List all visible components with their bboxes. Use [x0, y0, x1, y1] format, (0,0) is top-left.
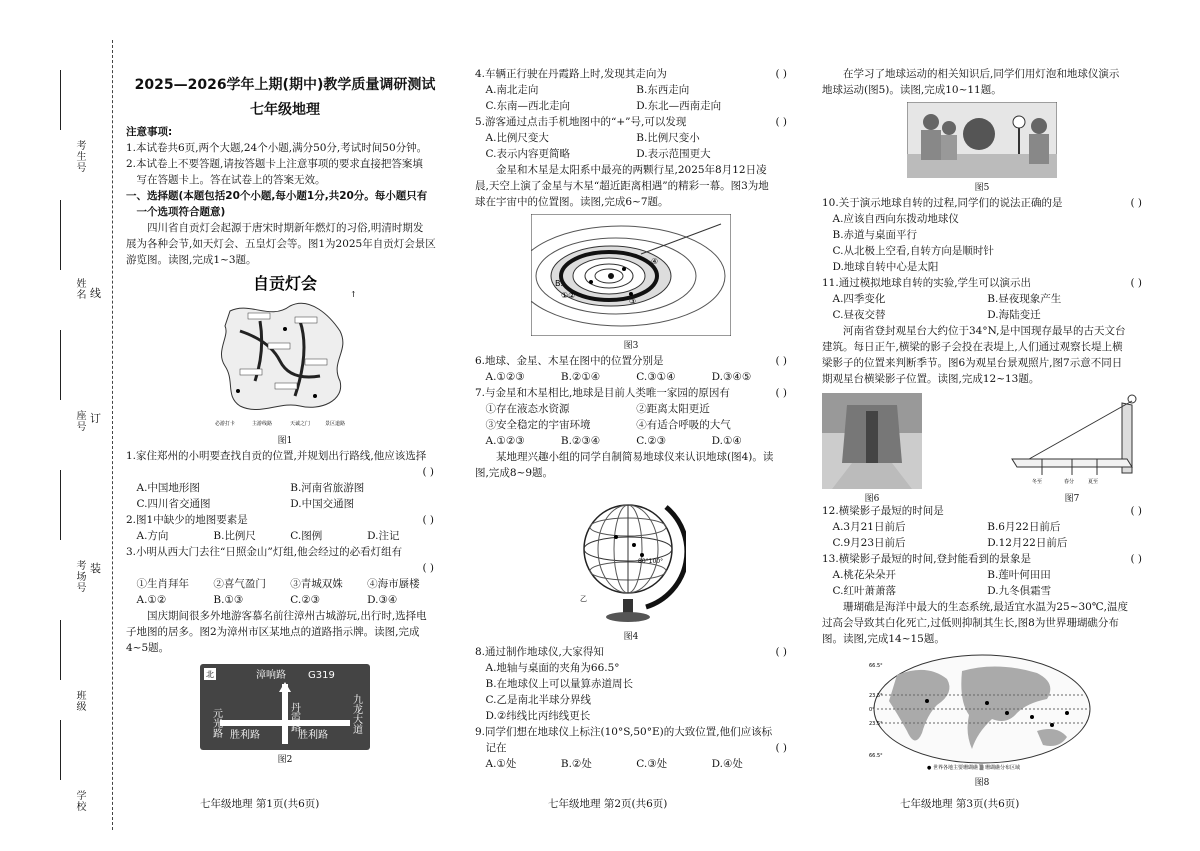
- svg-text:冬至: 冬至: [1032, 479, 1043, 485]
- q11-options: A.四季变化 B.昼夜现象产生: [832, 293, 1062, 305]
- label-kaosheng: 考生号: [74, 140, 85, 173]
- intro-text: 过高会导致其白化死亡,过低则抑制其生长,图8为世界珊瑚礁分布: [822, 617, 1119, 629]
- q13-options: C.红叶萧萧落 D.九冬俱霜雪: [832, 585, 1052, 597]
- blank-line: [60, 330, 61, 400]
- option: C.从北极上空看,自转方向是顺时针: [832, 245, 994, 257]
- svg-text:天诚之门: 天诚之门: [290, 421, 311, 427]
- answer-paren: ( ): [422, 466, 434, 478]
- svg-text:必游打卡: 必游打卡: [215, 421, 236, 427]
- figure-2-road-sign: [200, 664, 370, 750]
- page-2-footer: 七年级地理 第2页(共6页): [548, 798, 668, 810]
- svg-text:主游线路: 主游线路: [252, 421, 273, 427]
- svg-text:春分: 春分: [1064, 479, 1075, 485]
- label-xingming: 姓名: [74, 278, 85, 300]
- label-xuexiao: 学校: [74, 790, 85, 812]
- q3-options: A.①② B.①③ C.②③ D.③④: [136, 594, 398, 606]
- question-1-stem: 1.家住郑州的小明要查找自贡的位置,并规划出行路线,他应该选择: [126, 450, 427, 462]
- section-heading: 一、选择题(本题包括20个小题,每小题1分,共20分。每小题只有: [126, 190, 428, 202]
- intro-text: 4~5题。: [126, 642, 170, 654]
- intro-text: 晨,天空上演了金星与木星“超近距离相遇”的精彩一幕。图3为地: [475, 180, 769, 192]
- option: D.地球自转中心是太阳: [832, 261, 939, 273]
- figure-1-caption: 图1: [277, 436, 293, 446]
- intro-text: 地球运动(图5)。读图,完成10~11题。: [822, 84, 1002, 96]
- q5-options: C.表示内容更简略 D.表示范围更大: [485, 148, 711, 160]
- blank-line: [60, 200, 61, 270]
- fig1-title: 自贡灯会: [252, 274, 318, 293]
- question-11-stem: 11.通过模拟地球自转的实验,学生可以演示出 ( ): [822, 277, 1142, 289]
- svg-text:胜利路: 胜利路: [298, 730, 328, 741]
- option: B.在地球仪上可以量算赤道周长: [485, 678, 634, 690]
- page-1-footer: 七年级地理 第1页(共6页): [200, 798, 320, 810]
- q4-options: A.南北走向 B.东西走向: [485, 84, 690, 96]
- question-5-stem: 5.游客通过点击手机地图中的“+”号,可以发现 ( ): [475, 116, 787, 128]
- figure-8-caption: 图8: [974, 778, 990, 788]
- question-6-stem: 6.地球、金星、木星在图中的位置分别是 ( ): [475, 355, 787, 367]
- svg-text:九龙大道: 九龙大道: [350, 694, 362, 734]
- intro-text: 期观星台横梁影子位置。读图,完成12~13题。: [822, 373, 1040, 385]
- intro-text: 图。读图,完成14~15题。: [822, 633, 945, 645]
- q12-options: C.9月23日前后 D.12月22日前后: [832, 537, 1068, 549]
- section-heading: 一个选项符合题意): [136, 206, 226, 218]
- svg-text:④: ④: [651, 257, 659, 266]
- option: A.应该自西向东拨动地球仪: [832, 213, 959, 225]
- question-4-stem: 4.车辆正行驶在丹霞路上时,发现其走向为 ( ): [475, 68, 787, 80]
- option: C.乙是南北半球分界线: [485, 694, 591, 706]
- q12-options: A.3月21日前后 B.6月22日前后: [832, 521, 1061, 533]
- svg-text:G319: G319: [308, 670, 335, 681]
- figure-2-caption: 图2: [277, 755, 293, 765]
- intro-text: 建筑。每日正午,横梁的影子会投在表堤上,人们通过观察长堤上横: [822, 341, 1123, 353]
- question-7-stem: 7.与金星和木星相比,地球是目前人类唯一家园的原因有 ( ): [475, 387, 787, 399]
- svg-text:胜利路: 胜利路: [230, 730, 260, 741]
- option: D.中国交通图: [290, 498, 355, 510]
- intro-text: 球在宇宙中的位置图。读图,完成6~7题。: [475, 196, 669, 208]
- bind-xian: 线: [90, 287, 101, 300]
- intro-text: 金星和木星是太阳系中最亮的两颗行星,2025年8月12日凌: [496, 164, 767, 176]
- q3-items: ①生肖拜年 ②喜气盈门 ③青城双姝 ④海市蜃楼: [136, 578, 420, 590]
- svg-text:丹霞路: 丹霞路: [288, 702, 300, 732]
- q13-options: A.桃花朵朵开 B.莲叶何田田: [832, 569, 1051, 581]
- exam-subject: 七年级地理: [250, 102, 320, 118]
- intro-text: 在学习了地球运动的相关知识后,同学们用灯泡和地球仪演示: [843, 68, 1120, 80]
- question-13-stem: 13.横梁影子最短的时间,登封能看到的景象是 ( ): [822, 553, 1142, 565]
- svg-text:B.: B.: [555, 279, 564, 288]
- figure-6-photo: [822, 393, 922, 503]
- option: A.中国地形图: [136, 482, 200, 494]
- binding-margin: [0, 0, 120, 851]
- svg-text:北: 北: [206, 670, 214, 679]
- question-12-stem: 12.横梁影子最短的时间是 ( ): [822, 505, 1142, 517]
- blank-line: [60, 70, 61, 130]
- exam-title: 2025—2026学年上期(期中)教学质量调研测试: [134, 77, 436, 93]
- q4-options: C.东南—西北走向 D.东北—西南走向: [485, 100, 722, 112]
- intro-text: 游览图。读图,完成1~3题。: [126, 254, 257, 266]
- intro-text: 河南省登封观星台大约位于34°N,是中国现存最早的古天文台: [843, 325, 1126, 337]
- svg-text:乙: 乙: [580, 595, 587, 603]
- notes-heading: 注意事项:: [126, 126, 173, 138]
- q7-items: ①存在液态水资源 ②距离太阳更近: [485, 403, 710, 415]
- svg-text:0°: 0°: [869, 707, 875, 713]
- figure-8-world-map: [867, 653, 1097, 773]
- intro-text: 展为各种会节,如天灯会、五皇灯会等。图1为2025年自贡灯会景区: [126, 238, 436, 250]
- q1-options: [126, 496, 444, 512]
- intro-text: 梁影子的位置来判断季节。图6为观星台景观照片,图7示意不同日: [822, 357, 1123, 369]
- option: C.四川省交通图: [136, 498, 211, 510]
- figure-7-diagram: [1002, 393, 1142, 503]
- option: A.地轴与桌面的夹角为66.5°: [485, 662, 620, 674]
- intro-text: 子地图的居多。图2为漳州市区某地点的道路指示牌。读图,完成: [126, 626, 420, 638]
- bind-ding: 订: [90, 412, 101, 425]
- svg-text:23.5°: 23.5°: [869, 693, 883, 699]
- q7-items: ③安全稳定的宇宙环境 ④有适合呼吸的大气: [485, 419, 731, 431]
- q5-options: A.比例尺变大 B.比例尺变小: [485, 132, 700, 144]
- question-3-stem: 3.小明从西大门去往“日照金山”灯组,他会经过的必看灯组有: [126, 546, 403, 558]
- label-banji: 班级: [74, 690, 85, 712]
- q7-options: A.①②③ B.②③④ C.②③ D.①④: [485, 435, 742, 447]
- note-item: 1.本试卷共6页,两个大题,24个小题,满分50分,考试时间50分钟。: [126, 142, 428, 154]
- question-10-stem: 10.关于演示地球自转的过程,同学们的说法正确的是 ( ): [822, 197, 1142, 209]
- figure-4-caption: 图4: [623, 632, 639, 642]
- intro-text: 某地理兴趣小组的同学自制简易地球仪来认识地球(图4)。读: [496, 451, 774, 463]
- north-arrow-icon: ↑: [350, 290, 357, 299]
- note-item: 2.本试卷上不要答题,请按答题卡上注意事项的要求直接把答案填: [126, 158, 423, 170]
- figure-5-photo: [907, 102, 1057, 178]
- figure-4-globe: [576, 487, 686, 627]
- intro-text: 四川省自贡灯会起源于唐宋时期新年燃灯的习俗,明清时期发: [147, 222, 424, 234]
- note-item: 写在答题卡上。答在试卷上的答案无效。: [136, 174, 326, 186]
- svg-text:● 世界各地主要珊瑚礁 ▒ 珊瑚礁分布区域: ● 世界各地主要珊瑚礁 ▒ 珊瑚礁分布区域: [927, 765, 1020, 771]
- cut-line: [112, 40, 113, 830]
- page-3-footer: 七年级地理 第3页(共6页): [900, 798, 1020, 810]
- q2-options: A.方向 B.比例尺 C.图例 D.注记: [136, 530, 400, 542]
- bind-zhuang: 装: [90, 562, 101, 575]
- question-8-stem: 8.通过制作地球仪,大家得知 ( ): [475, 646, 787, 658]
- figure-3-solar-system: [531, 214, 731, 336]
- svg-text:66.5°: 66.5°: [869, 663, 883, 669]
- label-zuohao: 座号: [74, 410, 85, 432]
- intro-text: 国庆期间很多外地游客慕名前往漳州古城游玩,出行时,选择电: [147, 610, 427, 622]
- figure-5-caption: 图5: [974, 183, 990, 193]
- q9-options: A.①处 B.②处 C.③处 D.④处: [485, 758, 743, 770]
- page-2: [475, 66, 787, 772]
- figure-6-caption: 图6: [864, 494, 880, 504]
- figure-3-caption: 图3: [623, 341, 639, 351]
- q11-options: C.昼夜交替 D.海陆变迁: [832, 309, 1041, 321]
- blank-line: [60, 470, 61, 540]
- svg-text:景区道路: 景区道路: [325, 421, 346, 427]
- option: B.赤道与桌面平行: [832, 229, 918, 241]
- q1-options: [126, 480, 444, 496]
- figure-1-map: [210, 271, 360, 431]
- label-kaochang: 考场号: [74, 560, 85, 593]
- svg-text:夏至: 夏至: [1088, 479, 1099, 485]
- svg-text:66.5°: 66.5°: [869, 753, 883, 759]
- option: B.河南省旅游图: [290, 482, 365, 494]
- svg-text:23.5°: 23.5°: [869, 721, 883, 727]
- intro-text: 珊瑚礁是海洋中最大的生态系统,最适宜水温为25~30℃,温度: [843, 601, 1128, 613]
- question-2-stem: 2.图1中缺少的地图要素是 ( ): [126, 514, 434, 526]
- svg-text:漳响路: 漳响路: [256, 670, 286, 681]
- blank-line: [60, 720, 61, 780]
- svg-text:80°100°: 80°100°: [638, 558, 664, 565]
- svg-text:①②: ①②: [561, 291, 576, 300]
- figures-6-7: [822, 393, 1142, 503]
- question-9-stem: 记在 ( ): [485, 742, 787, 754]
- option: D.②纬线比丙纬线更长: [485, 710, 591, 722]
- q6-options: A.①②③ B.②①④ C.③①④ D.③④⑤: [485, 371, 752, 383]
- page-1: [126, 60, 444, 767]
- intro-text: 图,完成8~9题。: [475, 467, 553, 479]
- svg-text:元光路: 元光路: [210, 708, 222, 738]
- answer-paren: ( ): [422, 562, 434, 574]
- svg-text:③: ③: [629, 297, 637, 306]
- figure-7-caption: 图7: [1064, 494, 1080, 504]
- blank-line: [60, 620, 61, 680]
- page-3: [822, 66, 1142, 790]
- question-9-stem: 9.同学们想在地球仪上标注(10°S,50°E)的大致位置,他们应该标: [475, 726, 773, 738]
